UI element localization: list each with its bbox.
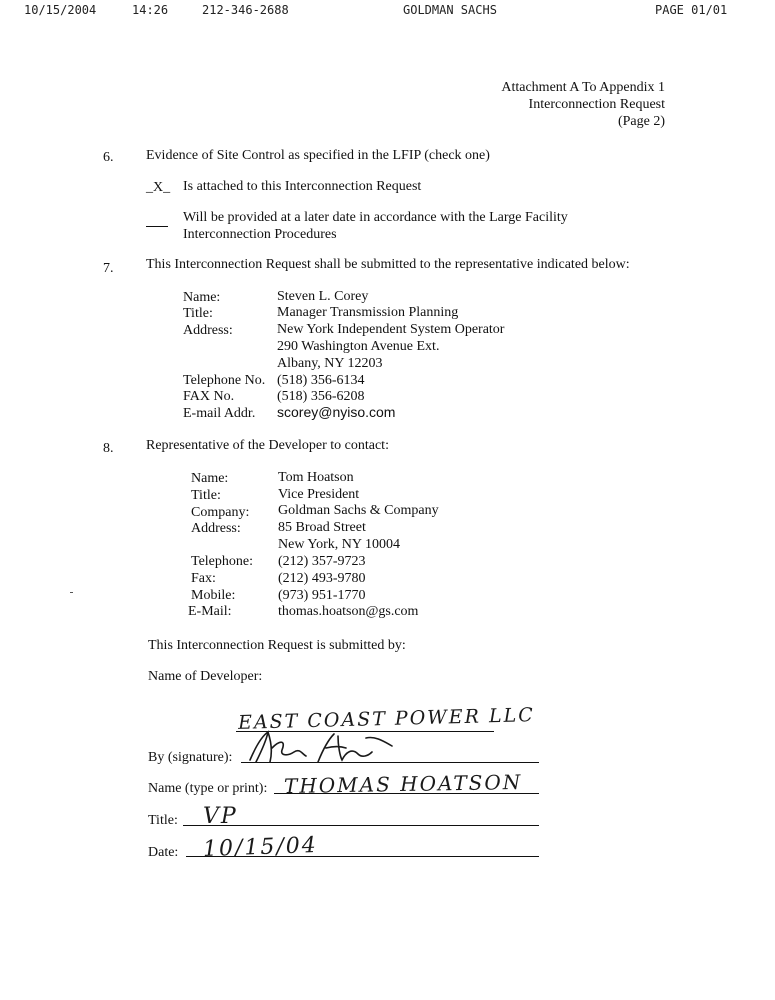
section8-address-line1: 85 Broad Street [278,520,366,535]
section7-name-value: Steven L. Corey [277,289,369,304]
section8-name-value: Tom Hoatson [278,470,354,485]
fax-phone: 212-346-2688 [202,3,289,17]
section8-phone-value: (212) 357-9723 [278,554,366,569]
doc-header-line3: (Page 2) [617,114,665,129]
section7-name-label: Name: [183,290,221,305]
section8-phone-label: Telephone: [191,554,253,569]
section7-title-value: Manager Transmission Planning [277,305,459,320]
section6-title: Evidence of Site Control as specified in the LFIP (check one) [146,148,490,163]
print-name-label: Name (type or print): [148,781,268,796]
section8-address-line2: New York, NY 10004 [278,537,400,552]
title-handwritten: VP [203,804,238,829]
section8-number: 8. [103,441,114,456]
fax-page: PAGE 01/01 [655,3,728,17]
section8-title-value: Vice President [278,487,360,502]
section8-title-label: Title: [191,488,221,503]
submitted-by-text: This Interconnection Request is submitted by: [148,638,406,653]
section6-option1-text: Is attached to this Interconnection Request [183,179,422,194]
section8-title: Representative of the Developer to contact: [146,438,389,453]
section8-email-label: E-Mail: [188,604,232,619]
date-handwritten: 10/15/04 [202,833,319,862]
section8-fax-label: Fax: [191,571,216,586]
section8-email-value: thomas.hoatson@gs.com [278,604,419,619]
section7-address-line1: New York Independent System Operator [277,322,505,337]
title-label: Title: [148,813,178,828]
section7-address-line2: 290 Washington Avenue Ext. [277,339,440,354]
signature-label: By (signature): [148,750,233,765]
section8-mobile-label: Mobile: [191,588,236,603]
section8-fax-value: (212) 493-9780 [278,571,366,586]
section7-title: This Interconnection Request shall be submitted to the representative indicated below: [146,257,630,272]
print-name-line [274,793,539,794]
fax-sender: GOLDMAN SACHS [403,3,497,17]
section8-mobile-value: (973) 951-1770 [278,588,366,603]
margin-mark [70,592,73,593]
section7-email-value: scorey@nyiso.com [277,404,396,420]
doc-header-line2: Interconnection Request [528,97,665,112]
section7-number: 7. [103,261,114,276]
section6-option1-mark: _X_ [146,180,171,195]
title-line [183,825,539,826]
date-line [186,856,539,857]
section6-number: 6. [103,150,114,165]
print-name-handwritten: THOMAS HOATSON [283,769,523,799]
section7-address-line3: Albany, NY 12203 [277,356,383,371]
section8-company-label: Company: [191,505,250,520]
section6-option2-line2: Interconnection Procedures [183,227,337,242]
developer-label: Name of Developer: [148,669,263,684]
section8-address-label: Address: [191,521,241,536]
section7-title-label: Title: [183,306,213,321]
section6-option2-line1: Will be provided at a later date in accordance with the Large Facility [183,210,568,225]
section7-email-label: E-mail Addr. [183,406,256,421]
section8-company-value: Goldman Sachs & Company [278,503,439,518]
section7-address-label: Address: [183,323,233,338]
developer-handwritten: EAST COAST POWER LLC [237,704,536,734]
doc-header-line1: Attachment A To Appendix 1 [501,80,665,95]
signature-image [242,726,402,766]
section8-name-label: Name: [191,471,229,486]
section7-phone-label: Telephone No. [183,373,266,388]
date-label: Date: [148,845,179,860]
section7-phone-value: (518) 356-6134 [277,373,365,388]
section7-fax-label: FAX No. [183,389,235,404]
fax-time: 14:26 [132,3,169,17]
fax-date: 10/15/2004 [24,3,97,17]
section7-fax-value: (518) 356-6208 [277,389,365,404]
section6-option2-blank [146,226,168,227]
